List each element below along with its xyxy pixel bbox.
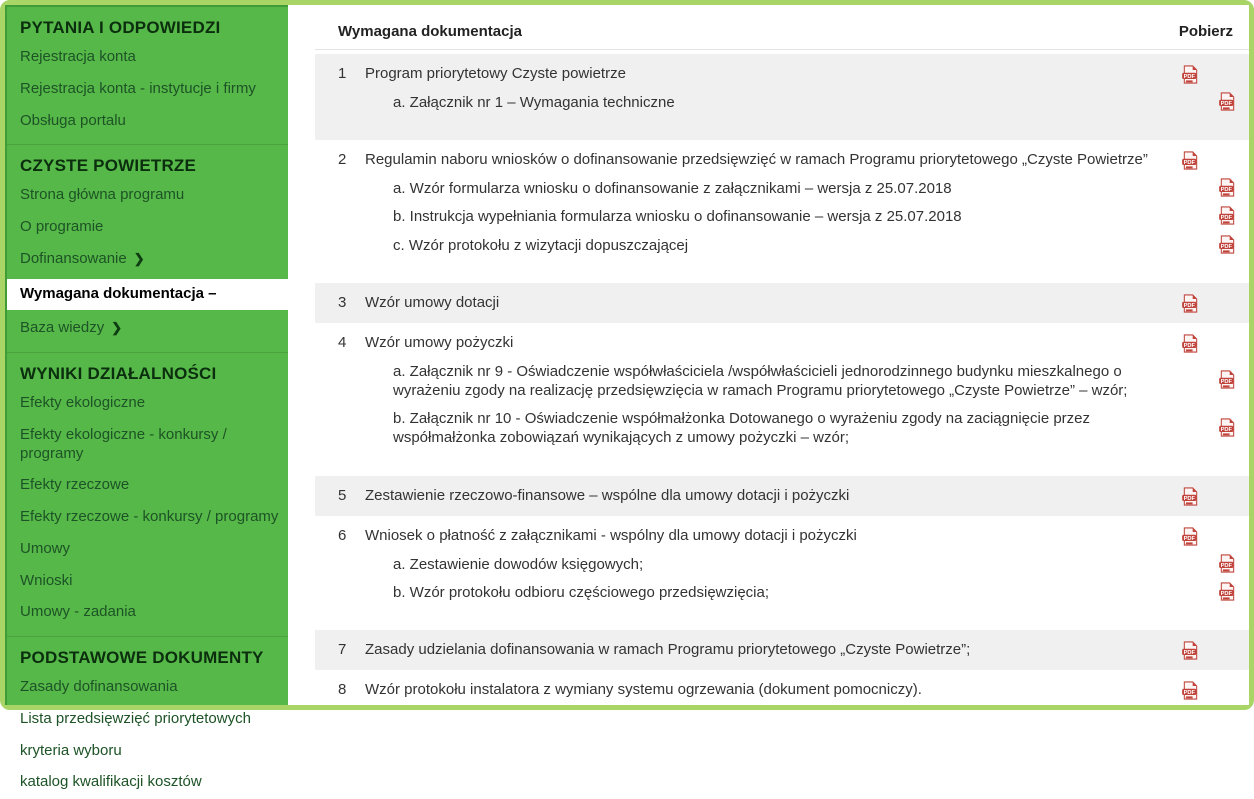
pdf-icon[interactable] (1181, 294, 1200, 313)
svg-text:PDF: PDF (1183, 160, 1195, 167)
svg-text:PDF: PDF (1220, 187, 1232, 194)
sidebar (5, 5, 288, 791)
doc-number: 5 (338, 486, 347, 504)
svg-text:PDF: PDF (1220, 100, 1232, 107)
sidebar-item-efekty-rzeczowe[interactable]: Efekty rzeczowe (20, 476, 130, 494)
sidebar-item-efekty-rzeczowe-konkursy-programy[interactable]: Efekty rzeczowe - konkursy / programy (20, 508, 279, 525)
sidebar-item-rejestracja-konta-instytucje-i-firmy[interactable]: Rejestracja konta - instytucje i firmy (20, 79, 256, 97)
sidebar-item-zasady-dofinansowania[interactable]: Zasady dofinansowania (20, 678, 178, 695)
doc-subitem: a. Załącznik nr 9 - Oświadczenie współwłaściciela /współwłaścicieli jednorodzinnego budynku mieszkalnego o wyrażeniu zgody na realizację przedsięwzięcia w ramach Programu priorytetowego „Czyste Powietrze” – wzór; (393, 362, 1128, 399)
sidebar-item-rejestracja-konta[interactable]: Rejestracja konta (20, 48, 136, 65)
doc-number: 7 (338, 640, 347, 658)
pdf-icon[interactable] (1181, 65, 1200, 84)
sidebar-item-umowy-zadania[interactable]: Umowy - zadania (20, 603, 136, 621)
sidebar-section-title: CZYSTE POWIETRZE (20, 156, 197, 176)
pdf-icon[interactable] (1218, 235, 1237, 254)
doc-title: Zasady udzielania dofinansowania w ramach Programu priorytetowego „Czyste Powietrze”; (365, 640, 971, 658)
pdf-icon[interactable] (1181, 487, 1200, 506)
sidebar-section-podstawowe-dokumenty (7, 639, 288, 799)
svg-text:PDF: PDF (1220, 562, 1232, 569)
svg-text:PDF: PDF (1183, 689, 1195, 696)
doc-title: Wniosek o płatność z załącznikami - wspólny dla umowy dotacji i pożyczki (365, 526, 857, 544)
doc-number: 3 (338, 293, 347, 311)
sidebar-item-dofinansowanie[interactable] (7, 244, 288, 276)
svg-text:PDF: PDF (1220, 243, 1232, 250)
svg-text:PDF: PDF (1183, 302, 1195, 309)
sidebar-section-title: PYTANIA I ODPOWIEDZI (20, 18, 221, 37)
pdf-icon[interactable] (1218, 92, 1237, 111)
pdf-icon[interactable] (1181, 151, 1200, 170)
pdf-icon[interactable] (1181, 681, 1200, 700)
doc-subitem: b. Instrukcja wypełniania formularza wniosku o dofinansowanie – wersja z 25.07.2018 (393, 208, 962, 226)
sidebar-item-efekty-ekologiczne[interactable]: Efekty ekologiczne (20, 394, 146, 411)
pdf-icon[interactable] (1218, 582, 1237, 601)
doc-subitem: b. Załącznik nr 10 - Oświadczenie współmałżonka Dotowanego o wyrażeniu zgody na zaciągnięcie przez współmałżonka zobowiązań wynikających z umowy pożyczki – wzór; (393, 410, 1091, 447)
doc-row-3 (315, 283, 1249, 323)
sidebar-section-czyste-powietrze (7, 147, 288, 345)
doc-number: 1 (338, 65, 347, 82)
doc-subitem: c. Wzór protokołu z wizytacji dopuszczającej (393, 236, 689, 254)
doc-subitem: b. Wzór protokołu odbioru częściowego przedsięwzięcia; (393, 583, 770, 601)
doc-row-6 (315, 516, 1249, 630)
svg-text:PDF: PDF (1220, 426, 1232, 433)
doc-title: Wzór umowy dotacji (365, 293, 500, 311)
doc-title: Wzór protokołu instalatora z wymiany systemu ogrzewania (dokument pomocniczy). (365, 680, 922, 698)
sidebar-item-strona-glowna-programu[interactable]: Strona główna programu (20, 186, 185, 204)
svg-text:PDF: PDF (1183, 649, 1195, 656)
svg-text:PDF: PDF (1183, 342, 1195, 349)
pdf-icon[interactable] (1218, 206, 1237, 225)
svg-text:PDF: PDF (1220, 379, 1232, 386)
pdf-icon[interactable] (1218, 178, 1237, 197)
svg-text:PDF: PDF (1183, 495, 1195, 502)
sidebar-item-obsluga-portalu[interactable]: Obsługa portalu (20, 111, 126, 129)
doc-title: Wzór umowy pożyczki (365, 333, 514, 351)
sidebar-item-lista-przedsiewziec-priorytetowych[interactable]: Lista przedsięwzięć priorytetowych (20, 709, 251, 727)
svg-text:PDF: PDF (1220, 215, 1232, 222)
main-content (288, 5, 1249, 705)
pdf-icon[interactable] (1181, 334, 1200, 353)
document-list (315, 54, 1249, 710)
svg-text:PDF: PDF (1220, 590, 1232, 597)
sidebar-item-katalog-kwalifikacji-kosztow[interactable]: katalog kwalifikacji kosztów (20, 773, 202, 791)
doc-subitem: a. Załącznik nr 1 – Wymagania techniczne (393, 94, 675, 111)
doc-number: 4 (338, 333, 347, 351)
sidebar-section-pytania-i-odpowiedzi (7, 9, 288, 137)
pdf-icon[interactable] (1218, 418, 1237, 437)
doc-title: Zestawienie rzeczowo-finansowe – wspólne dla umowy dotacji i pożyczki (365, 486, 850, 504)
doc-row-5 (315, 476, 1249, 516)
sidebar-item-label: Dofinansowanie (20, 249, 127, 267)
sidebar-section-title: PODSTAWOWE DOKUMENTY (20, 648, 264, 667)
page-title: Wymagana dokumentacja (338, 23, 522, 40)
sidebar-item-wnioski[interactable]: Wnioski (20, 571, 73, 589)
sidebar-item-label: Baza wiedzy (20, 319, 105, 337)
doc-subitem: a. Zestawienie dowodów księgowych; (393, 555, 644, 573)
doc-subitem: a. Wzór formularza wniosku o dofinansowanie z załącznikami – wersja z 25.07.2018 (393, 180, 952, 198)
sidebar-divider (7, 352, 288, 353)
doc-row-1 (315, 54, 1249, 140)
pdf-icon[interactable] (1181, 527, 1200, 546)
sidebar-divider (7, 636, 288, 637)
doc-row-4 (315, 323, 1249, 476)
pdf-icon[interactable] (1218, 370, 1237, 389)
chevron-right-icon: ❯ (111, 320, 123, 336)
doc-title: Program priorytetowy Czyste powietrze (365, 65, 626, 82)
pdf-icon[interactable] (1218, 554, 1237, 573)
sidebar-divider (7, 144, 288, 145)
doc-number: 6 (338, 526, 347, 544)
doc-row-8 (315, 670, 1249, 710)
svg-text:PDF: PDF (1183, 535, 1195, 542)
doc-number: 8 (338, 680, 347, 698)
sidebar-section-title: WYNIKI DZIAŁALNOŚCI (20, 364, 217, 383)
doc-row-7 (315, 630, 1249, 670)
table-header (315, 23, 1249, 50)
sidebar-item-wymagana-dokumentacja[interactable]: Wymagana dokumentacja – (7, 279, 288, 311)
sidebar-section-wyniki-dzialalnosci (7, 355, 288, 629)
doc-number: 2 (338, 151, 347, 169)
sidebar-item-kryteria-wyboru[interactable]: kryteria wyboru (20, 741, 122, 759)
download-column-header: Pobierz (1178, 23, 1233, 40)
doc-title: Regulamin naboru wniosków o dofinansowanie przedsięwzięć w ramach Programu priorytetowego „Czyste Powietrze” (365, 151, 1148, 169)
chevron-right-icon: ❯ (133, 250, 145, 266)
pdf-icon[interactable] (1181, 641, 1200, 660)
sidebar-item-efekty-ekologiczne-konkursy-programy[interactable]: Efekty ekologiczne - konkursy / programy (20, 425, 227, 462)
svg-text:PDF: PDF (1183, 73, 1195, 80)
sidebar-item-umowy[interactable]: Umowy (20, 539, 71, 557)
sidebar-item-o-programie[interactable]: O programie (20, 218, 104, 235)
doc-row-2 (315, 140, 1249, 283)
sidebar-item-baza-wiedzy[interactable] (7, 313, 288, 345)
